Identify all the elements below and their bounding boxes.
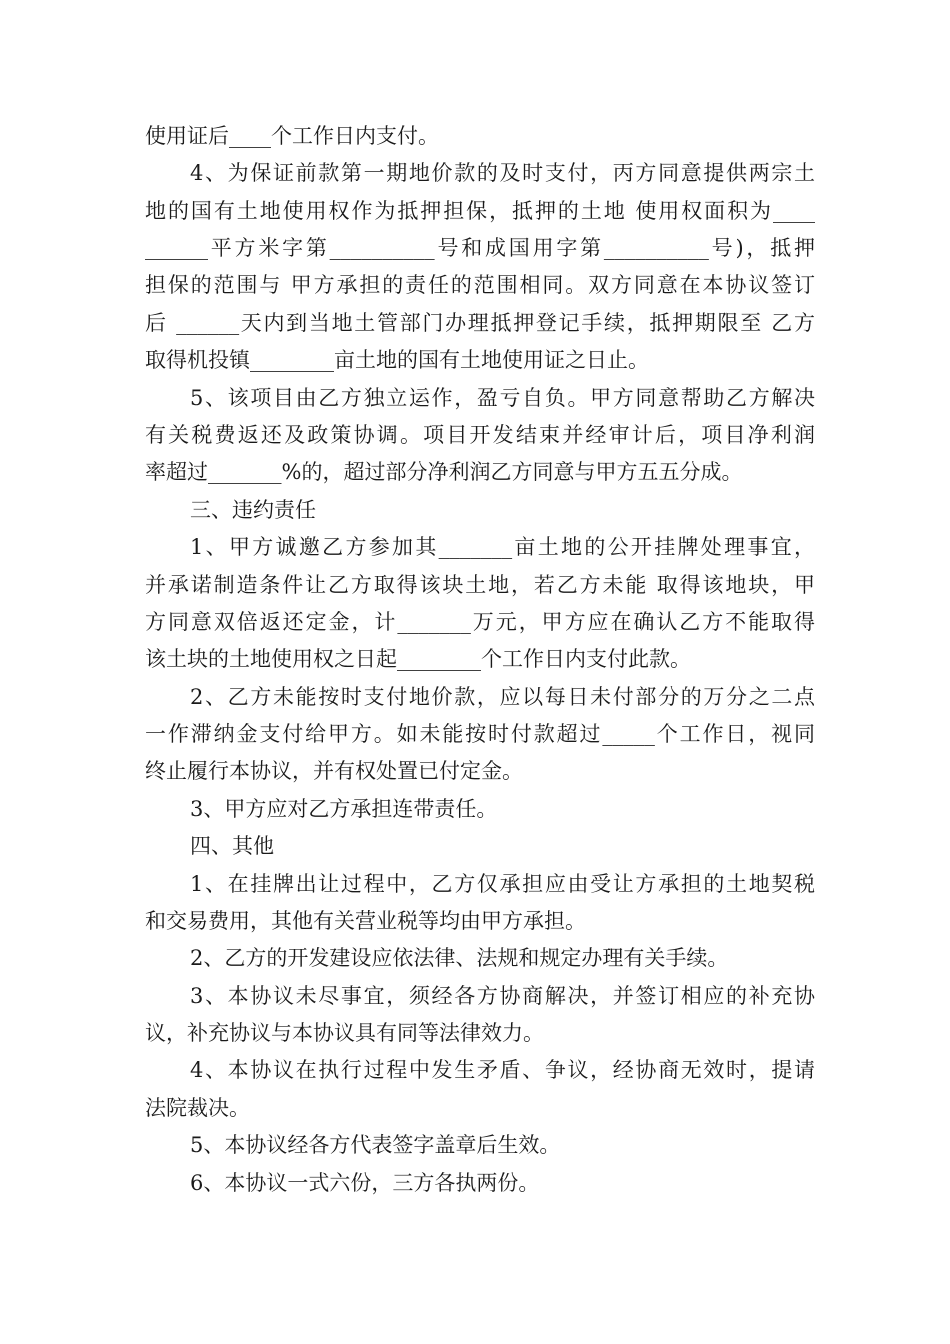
text-line: 2、乙方未能按时支付地价款，应以每日未付部分的万分之二点: [190, 685, 815, 709]
text-line: 取得机投镇________亩土地的国有土地使用证之日止。: [145, 348, 649, 372]
text-line: 2、乙方的开发建设应依法律、法规和规定办理有关手续。: [190, 946, 729, 970]
section-heading: 三、违约责任: [190, 498, 316, 522]
text-line: 率超过_______%的，超过部分净利润乙方同意与甲方五五分成。: [145, 460, 743, 484]
text-line: 3、甲方应对乙方承担连带责任。: [190, 797, 498, 821]
text-line: 1、甲方诚邀乙方参加其_______亩土地的公开挂牌处理事宜，: [190, 535, 815, 559]
text-line: ______平方米字第__________号和成国用字第__________号)，抵押: [145, 236, 815, 260]
text-line: 后 ______天内到当地土管部门办理抵押登记手续，抵押期限至 乙方: [145, 311, 815, 335]
text-line: 该土块的土地使用权之日起________个工作日内支付此款。: [145, 647, 691, 671]
text-line: 5、本协议经各方代表签字盖章后生效。: [190, 1133, 561, 1157]
text-line: 一作滞纳金支付给甲方。如未能按时付款超过_____个工作日，视同: [145, 722, 815, 746]
text-line: 3、本协议未尽事宜，须经各方协商解决，并签订相应的补充协: [190, 984, 815, 1008]
text-line: 并承诺制造条件让乙方取得该块土地，若乙方未能 取得该地块，甲: [145, 573, 815, 597]
text-line: 法院裁决。: [145, 1096, 250, 1120]
text-line: 地的国有土地使用权作为抵押担保，抵押的土地 使用权面积为____: [145, 199, 815, 223]
text-line: 终止履行本协议，并有权处置已付定金。: [145, 759, 523, 783]
section-heading: 四、其他: [190, 834, 274, 858]
text-line: 担保的范围与 甲方承担的责任的范围相同。双方同意在本协议签订: [145, 273, 815, 297]
text-line: 1、在挂牌出让过程中，乙方仅承担应由受让方承担的土地契税: [190, 872, 815, 896]
text-line: 使用证后____个工作日内支付。: [145, 124, 439, 148]
text-line: 4、为保证前款第一期地价款的及时支付，丙方同意提供两宗土: [190, 161, 815, 185]
text-line: 和交易费用，其他有关营业税等均由甲方承担。: [145, 909, 586, 933]
text-line: 5、该项目由乙方独立运作，盈亏自负。甲方同意帮助乙方解决: [190, 386, 815, 410]
text-line: 4、本协议在执行过程中发生矛盾、争议，经协商无效时，提请: [190, 1058, 815, 1082]
text-line: 6、本协议一式六份，三方各执两份。: [190, 1171, 540, 1195]
text-line: 议，补充协议与本协议具有同等法律效力。: [145, 1021, 544, 1045]
text-line: 方同意双倍返还定金，计_______万元，甲方应在确认乙方不能取得: [145, 610, 815, 634]
text-line: 有关税费返还及政策协调。项目开发结束并经审计后，项目净利润: [145, 423, 815, 447]
